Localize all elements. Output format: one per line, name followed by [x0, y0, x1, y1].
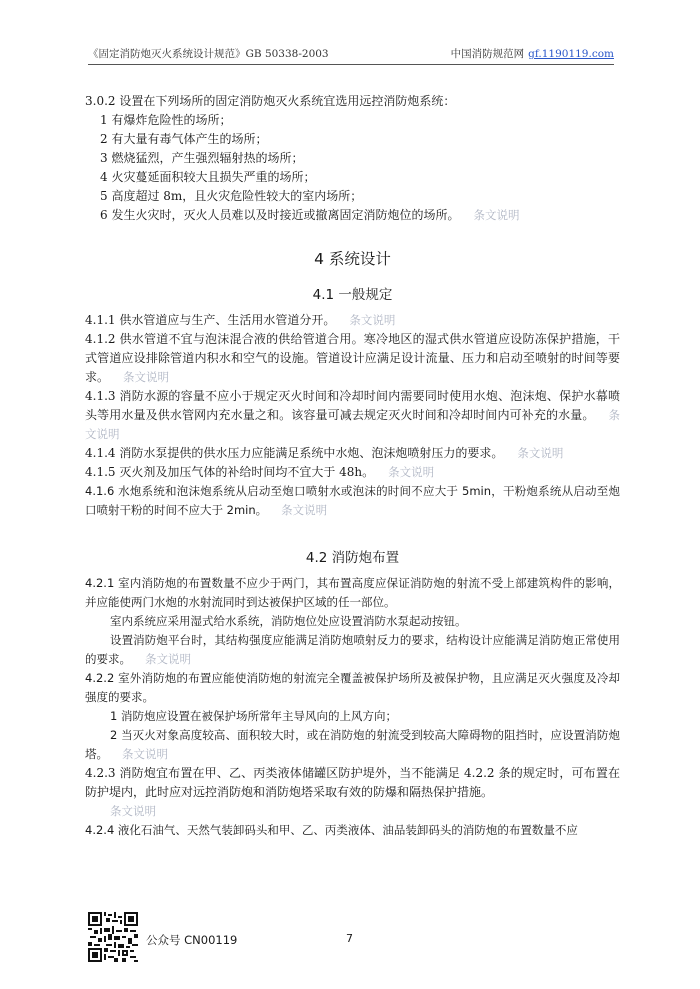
- commentary-link[interactable]: 条文说明: [122, 747, 168, 761]
- qr-code-icon: [88, 912, 138, 962]
- clause-3-0-2-item-4: 4 火灾蔓延面积较大且损失严重的场所；: [100, 170, 316, 184]
- page-header: [88, 46, 614, 65]
- clause-4-2-3: 4.2.3 消防炮宜布置在甲、乙、丙类液体储罐区防护堤外，当不能满足 4.2.2 条的规定时，可布置在防护堤内，此时应对远控消防炮和消防炮塔采取有效的防爆和隔热保护措施。: [85, 766, 620, 799]
- clause-3-0-2-item-2: 2 有大量有毒气体产生的场所；: [100, 132, 268, 146]
- clause-3-0-2-item-1: 1 有爆炸危险性的场所；: [100, 113, 232, 127]
- clause-4-1-1: 4.1.1 供水管道应与生产、生活用水管道分开。 条文说明: [85, 313, 396, 327]
- header-site: [451, 46, 614, 62]
- section-4-2-title: 4.2 消防炮布置: [305, 550, 400, 566]
- clause-4-1-6: 4.1.6 水炮系统和泡沫炮系统从启动至炮口喷射水或泡沫的时间不应大于 5min，干粉炮系统从启动至炮口喷射干粉的时间不应大于 2min。 条文说明: [85, 484, 620, 517]
- clause-4-2-1-para-3: 设置消防炮平台时，其结构强度应能满足消防炮喷射反力的要求，结构设计应能满足消防炮正常使用的要求。 条文说明: [85, 633, 620, 666]
- clause-4-1-2: 4.1.2 供水管道不宜与泡沫混合液的供给管道合用。寒冷地区的湿式供水管道应设防冻保护措施，干式管道应设排除管道内积水和空气的设施。管道设计应满足设计流量、压力和启动至喷射的时间等要求。 条文说明: [85, 332, 620, 384]
- commentary-link[interactable]: 条文说明: [110, 804, 156, 818]
- header-doc-title: 《固定消防炮灭火系统设计规范》GB 50338-2003: [88, 48, 329, 60]
- page-footer: [88, 912, 648, 967]
- header-site-link[interactable]: gf.1190119.com: [528, 48, 614, 60]
- section-4-1-title: 4.1 一般规定: [312, 287, 393, 303]
- clause-3-0-2-item-3: 3 燃烧猛烈，产生强烈辐射热的场所；: [100, 151, 304, 165]
- page-content: [85, 92, 620, 840]
- page-number: 7: [346, 932, 353, 945]
- clause-4-2-1: 4.2.1 室内消防炮的布置数量不应少于两门，其布置高度应保证消防炮的射流不受上部建筑构件的影响，并应能使两门水炮的水射流同时到达被保护区域的任一部位。: [85, 576, 620, 609]
- clause-4-2-3-note: [85, 802, 620, 821]
- commentary-link[interactable]: 条文说明: [388, 465, 435, 479]
- commentary-link[interactable]: 条文说明: [123, 370, 170, 384]
- header-site-name: 中国消防规范网: [450, 48, 525, 60]
- clause-4-2-2-item-1: 1 消防炮应设置在被保护场所常年主导风向的上风方向；: [110, 709, 397, 723]
- commentary-link[interactable]: 条文说明: [349, 313, 396, 327]
- commentary-link[interactable]: 条文说明: [85, 408, 620, 441]
- commentary-link[interactable]: 条文说明: [517, 446, 564, 460]
- clause-3-0-2-item-6: 6 发生火灾时，灭火人员难以及时接近或撤离固定消防炮位的场所。 条文说明: [100, 208, 520, 222]
- clause-4-2-2: 4.2.2 室外消防炮的布置应能使消防炮的射流完全覆盖被保护场所及被保护物，且应满足灭火强度及冷却强度的要求。: [85, 671, 620, 704]
- clause-4-2-2-item-2: 2 当灭火对象高度较高、面积较大时，或在消防炮的射流受到较高大障碍物的阻挡时，应设置消防炮塔。 条文说明: [85, 728, 620, 761]
- commentary-link[interactable]: 条文说明: [145, 652, 191, 666]
- clause-4-2-4: 4.2.4 液化石油气、天然气装卸码头和甲、乙、丙类液体、油品装卸码头的消防炮的布置数量不应: [85, 823, 578, 837]
- chapter-title: 4 系统设计: [314, 250, 391, 268]
- commentary-link[interactable]: 条文说明: [281, 503, 328, 517]
- footer-account: 公众号 CN00119: [146, 933, 238, 947]
- clause-4-2-1-para-2: 室内系统应采用湿式给水系统，消防炮位处应设置消防水泵起动按钮。: [110, 614, 467, 628]
- commentary-link[interactable]: 条文说明: [473, 208, 520, 222]
- clause-4-1-5: 4.1.5 灭火剂及加压气体的补给时间均不宜大于 48h。 条文说明: [85, 465, 435, 479]
- clause-4-1-3: 4.1.3 消防水源的容量不应小于规定灭火时间和冷却时间内需要同时使用水炮、泡沫炮、保护水幕喷头等用水量及供水管网内充水量之和。该容量可减去规定灭火时间和冷却时间内可补充的水量。 条文说明: [85, 389, 620, 441]
- clause-3-0-2-item-5: 5 高度超过 8m，且火灾危险性较大的室内场所；: [100, 189, 363, 203]
- clause-4-1-4: 4.1.4 消防水泵提供的供水压力应能满足系统中水炮、泡沫炮喷射压力的要求。 条文说明: [85, 446, 564, 460]
- clause-3-0-2-intro: 3.0.2 设置在下列场所的固定消防炮灭火系统宜选用远控消防炮系统：: [85, 94, 456, 108]
